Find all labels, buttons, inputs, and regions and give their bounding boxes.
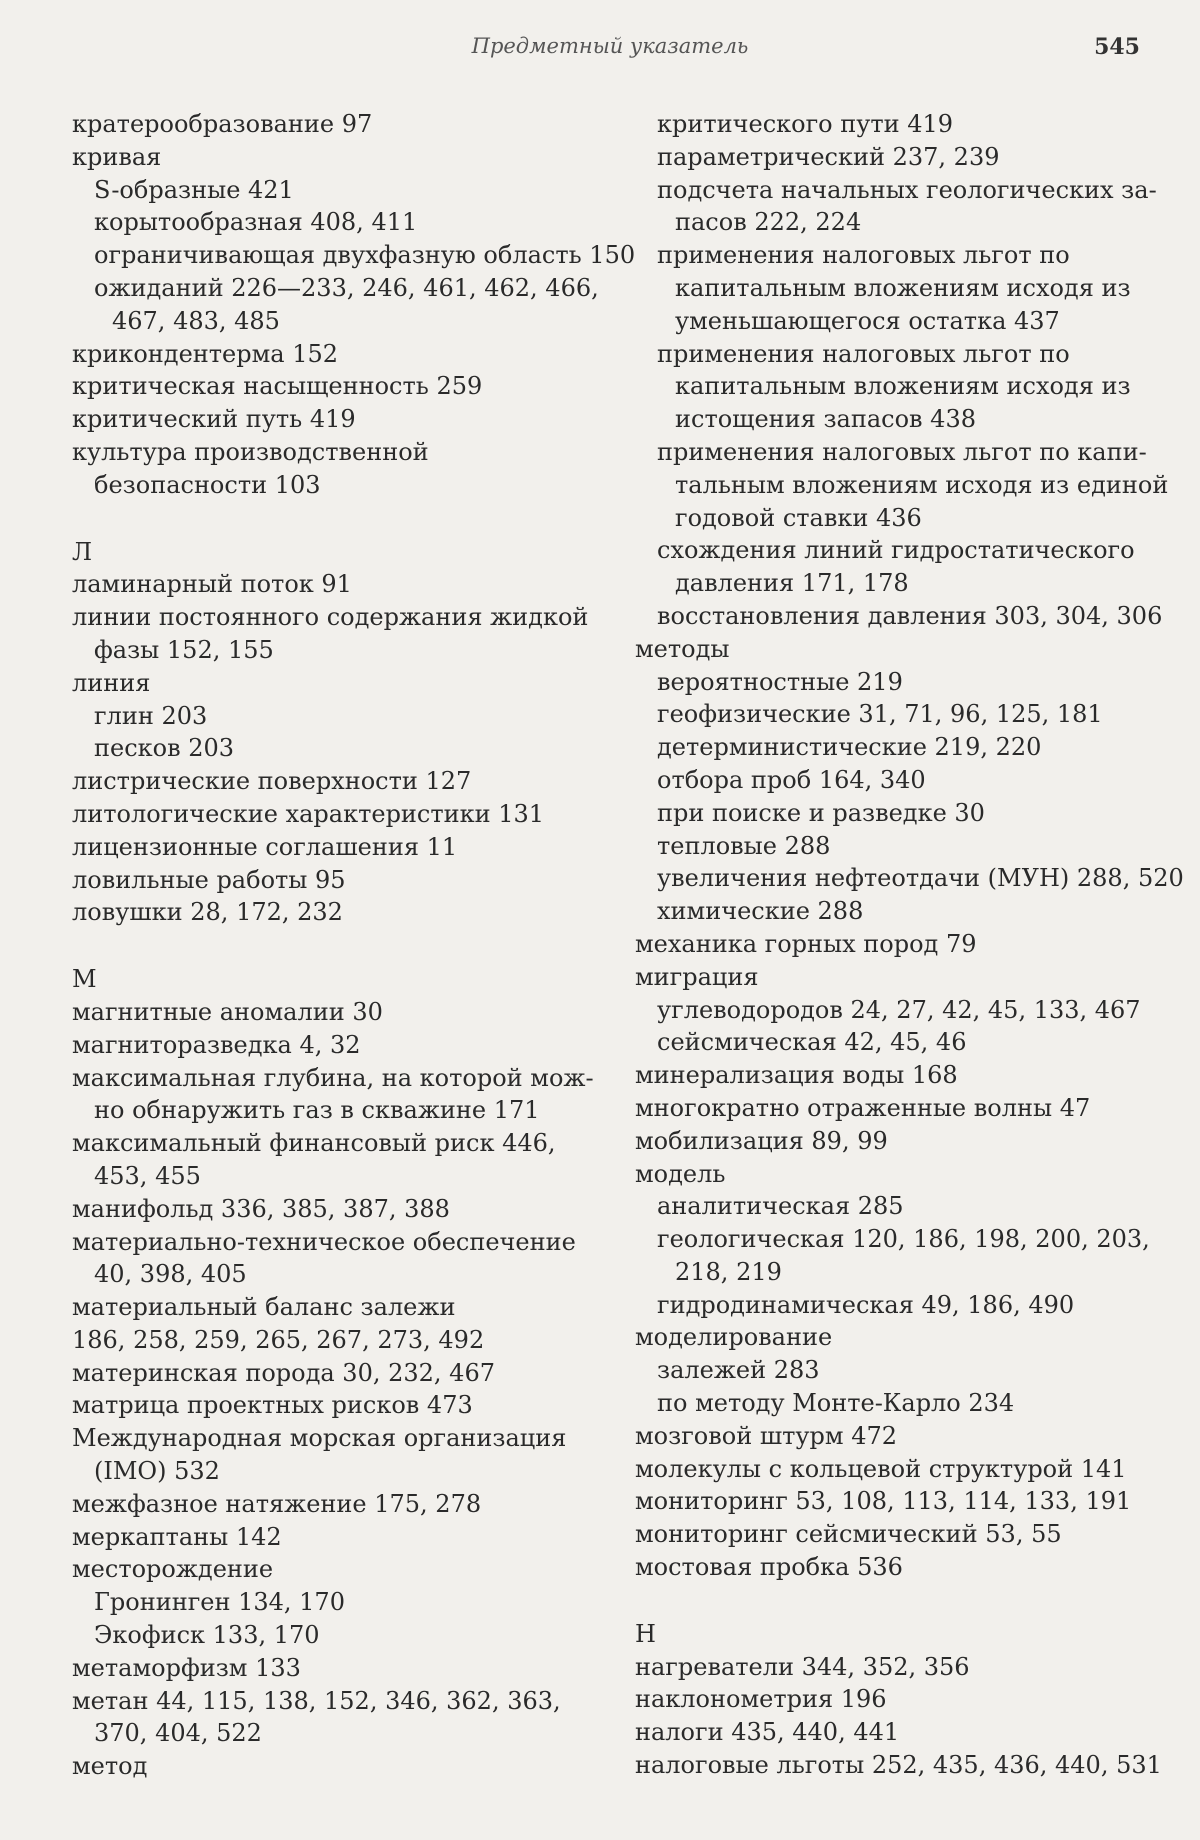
index-entry: химические 288: [657, 897, 864, 926]
page-number: 545: [1094, 34, 1140, 60]
index-entry: Экофиск 133, 170: [94, 1621, 320, 1650]
index-entry: пасов 222, 224: [675, 208, 862, 237]
index-entry: методы: [635, 634, 730, 663]
index-entry: фазы 152, 155: [94, 635, 274, 664]
index-entry: 218, 219: [675, 1257, 782, 1286]
index-entry: метод: [72, 1752, 148, 1781]
index-entry: 467, 483, 485: [112, 306, 280, 335]
index-entry: мониторинг 53, 108, 113, 114, 133, 191: [635, 1487, 1132, 1516]
index-entry: материнская порода 30, 232, 467: [72, 1358, 495, 1387]
index-entry: многократно отраженные волны 47: [635, 1093, 1091, 1122]
index-entry: по методу Монте-Карло 234: [657, 1389, 1015, 1418]
index-entry: лицензионные соглашения 11: [72, 832, 458, 861]
index-entry: критический путь 419: [72, 405, 356, 434]
index-entry: линии постоянного содержания жидкой: [72, 603, 589, 632]
index-letter-heading: Н: [635, 1619, 656, 1648]
index-entry: кривая: [72, 142, 162, 171]
index-entry: детерминистические 219, 220: [657, 733, 1042, 762]
index-entry: гидродинамическая 49, 186, 490: [657, 1290, 1075, 1319]
index-entry: манифольд 336, 385, 387, 388: [72, 1194, 450, 1223]
index-entry: истощения запасов 438: [675, 405, 976, 434]
index-entry: ламинарный поток 91: [72, 570, 352, 599]
index-entry: механика горных пород 79: [635, 929, 977, 958]
index-entry: метан 44, 115, 138, 152, 346, 362, 363,: [72, 1686, 561, 1715]
index-entry: ловушки 28, 172, 232: [72, 898, 343, 927]
index-entry: налоги 435, 440, 441: [635, 1718, 900, 1747]
index-entry: тальным вложениям исходя из единой: [675, 470, 1169, 499]
index-entry: молекулы с кольцевой структурой 141: [635, 1454, 1127, 1483]
index-entry: минерализация воды 168: [635, 1061, 958, 1090]
index-entry: максимальная глубина, на которой мож-: [72, 1063, 594, 1092]
index-entry: налоговые льготы 252, 435, 436, 440, 531: [635, 1751, 1162, 1780]
index-entry: ограничивающая двухфазную область 150: [94, 241, 636, 270]
index-entry: кратерообразование 97: [72, 110, 373, 138]
index-entry: капитальным вложениям исходя из: [675, 372, 1131, 401]
index-entry: критического пути 419: [657, 110, 954, 138]
index-column-right: [635, 108, 1184, 1782]
index-letter-heading: Л: [72, 537, 93, 566]
index-entry: уменьшающегося остатка 437: [675, 306, 1060, 335]
index-entry: литологические характеристики 131: [72, 799, 545, 828]
index-entry: сейсмическая 42, 45, 46: [657, 1028, 967, 1057]
index-entry: 186, 258, 259, 265, 267, 273, 492: [72, 1325, 485, 1354]
index-entry: матрица проектных рисков 473: [72, 1391, 473, 1420]
index-entry: мобилизация 89, 99: [635, 1126, 888, 1155]
index-entry: магниторазведка 4, 32: [72, 1030, 361, 1059]
index-entry: Международная морская организация: [72, 1424, 567, 1453]
index-entry: Гронинген 134, 170: [94, 1588, 345, 1617]
index-entry: капитальным вложениям исходя из: [675, 273, 1131, 302]
index-entry: при поиске и разведке 30: [657, 798, 985, 827]
index-entry: тепловые 288: [657, 831, 831, 860]
index-entry: параметрический 237, 239: [657, 142, 1000, 171]
index-letter-heading: М: [72, 965, 97, 994]
index-entry: давления 171, 178: [675, 569, 909, 598]
index-entry: меркаптаны 142: [72, 1522, 282, 1551]
index-entry: геофизические 31, 71, 96, 125, 181: [657, 700, 1103, 729]
index-entry: (IMO) 532: [94, 1457, 220, 1486]
index-entry: вероятностные 219: [657, 667, 903, 696]
index-entry: материальный баланс залежи: [72, 1293, 456, 1322]
index-entry: применения налоговых льгот по: [657, 339, 1070, 368]
index-entry: модель: [635, 1159, 726, 1188]
index-entry: максимальный финансовый риск 446,: [72, 1129, 556, 1158]
index-entry: наклонометрия 196: [635, 1685, 887, 1714]
index-entry: углеводородов 24, 27, 42, 45, 133, 467: [657, 995, 1141, 1024]
index-entry: магнитные аномалии 30: [72, 997, 383, 1026]
index-entry: листрические поверхности 127: [72, 767, 472, 796]
index-entry: линия: [72, 668, 151, 697]
index-entry: схождения линий гидростатического: [657, 536, 1135, 565]
index-entry: миграция: [635, 962, 759, 991]
index-entry: безопасности 103: [94, 470, 321, 499]
index-entry: применения налоговых льгот по капи-: [657, 437, 1147, 466]
index-entry: но обнаружить газ в скважине 171: [94, 1096, 540, 1125]
index-entry: применения налоговых льгот по: [657, 241, 1070, 270]
index-entry: межфазное натяжение 175, 278: [72, 1489, 482, 1518]
index-entry: 370, 404, 522: [94, 1719, 262, 1748]
index-entry: культура производственной: [72, 437, 429, 466]
index-entry: ловильные работы 95: [72, 865, 346, 894]
index-entry: залежей 283: [657, 1356, 820, 1385]
index-entry: аналитическая 285: [657, 1192, 904, 1221]
index-entry: S-образные 421: [94, 175, 294, 204]
index-entry: отбора проб 164, 340: [657, 765, 926, 794]
index-entry: 453, 455: [94, 1161, 201, 1190]
index-entry: крикондентерма 152: [72, 339, 339, 368]
index-entry: метаморфизм 133: [72, 1653, 301, 1682]
index-entry: глин 203: [94, 701, 208, 730]
index-entry: месторождение: [72, 1555, 274, 1584]
index-entry: увеличения нефтеотдачи (МУН) 288, 520: [657, 864, 1184, 893]
index-entry: корытообразная 408, 411: [94, 208, 418, 237]
index-entry: мозговой штурм 472: [635, 1421, 897, 1450]
index-entry: нагреватели 344, 352, 356: [635, 1652, 970, 1681]
index-entry: критическая насыщенность 259: [72, 372, 483, 401]
index-entry: мостовая пробка 536: [635, 1553, 903, 1582]
index-entry: мониторинг сейсмический 53, 55: [635, 1520, 1062, 1549]
index-entry: годовой ставки 436: [675, 503, 922, 532]
index-entry: песков 203: [94, 734, 235, 763]
index-entry: материально-техническое обеспечение: [72, 1227, 576, 1256]
index-entry: подсчета начальных геологических за-: [657, 175, 1157, 204]
index-entry: моделирование: [635, 1323, 833, 1352]
index-entry: геологическая 120, 186, 198, 200, 203,: [657, 1225, 1150, 1254]
index-entry: 40, 398, 405: [94, 1260, 247, 1289]
index-column-left: [72, 108, 636, 1783]
index-entry: восстановления давления 303, 304, 306: [657, 601, 1163, 630]
running-title: Предметный указатель: [471, 34, 749, 58]
index-entry: ожиданий 226—233, 246, 461, 462, 466,: [94, 273, 599, 302]
